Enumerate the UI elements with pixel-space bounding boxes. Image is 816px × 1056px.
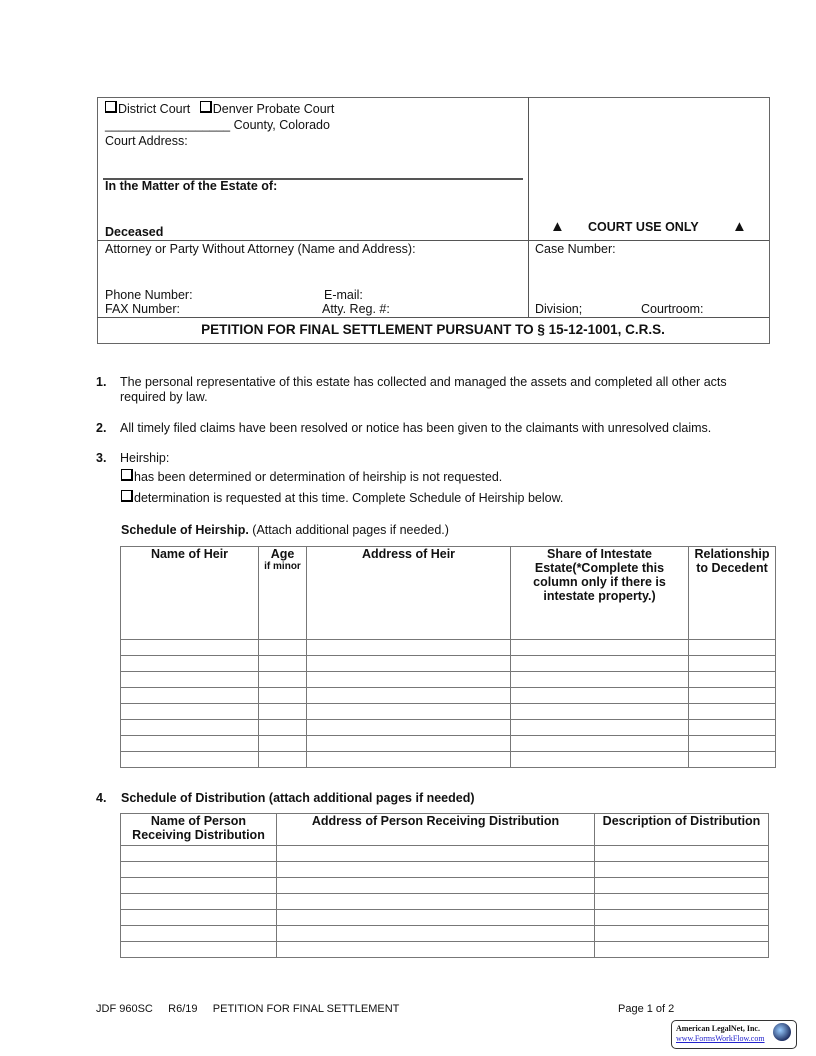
fax-label: FAX Number:	[105, 302, 181, 316]
header-recipient: Name of Person Receiving Distribution	[121, 814, 277, 846]
table-cell[interactable]	[277, 894, 595, 910]
table-cell[interactable]	[511, 656, 689, 672]
table-cell[interactable]	[121, 752, 259, 768]
item-number: 2.	[96, 421, 107, 435]
table-cell[interactable]	[307, 672, 511, 688]
table-cell[interactable]	[121, 894, 277, 910]
table-cell[interactable]	[307, 704, 511, 720]
if-minor-label: if minor	[264, 561, 301, 572]
table-row	[121, 752, 776, 768]
header-description: Description of Distribution	[595, 814, 769, 846]
item-number: 4.	[96, 791, 107, 805]
table-cell[interactable]	[511, 704, 689, 720]
email-label: E-mail:	[324, 288, 363, 302]
header-address: Address of Heir	[307, 547, 511, 640]
table-cell[interactable]	[259, 736, 307, 752]
heirship-requested-label: determination is requested at this time. Complete Schedule of Heirship below.	[134, 491, 564, 505]
table-row	[121, 704, 776, 720]
item-number: 1.	[96, 375, 107, 389]
table-cell[interactable]	[277, 846, 595, 862]
table-cell[interactable]	[595, 910, 769, 926]
table-cell[interactable]	[259, 672, 307, 688]
table-cell[interactable]	[307, 736, 511, 752]
item-2-text: All timely filed claims have been resolved or notice has been given to the claimants with unresolved claims.	[120, 421, 712, 435]
district-court-checkbox[interactable]	[105, 101, 117, 113]
table-cell[interactable]	[307, 688, 511, 704]
table-cell[interactable]	[121, 910, 277, 926]
denver-probate-checkbox[interactable]	[200, 101, 212, 113]
item-number: 3.	[96, 451, 107, 465]
attorney-label: Attorney or Party Without Attorney (Name and Address):	[105, 242, 416, 256]
table-cell[interactable]	[277, 926, 595, 942]
district-court-label: District Court	[118, 102, 191, 116]
table-row	[121, 720, 776, 736]
table-cell[interactable]	[121, 846, 277, 862]
table-cell[interactable]	[307, 640, 511, 656]
table-cell[interactable]	[277, 910, 595, 926]
heir-schedule-title: Schedule of Heirship.	[121, 523, 249, 537]
court-use-only: COURT USE ONLY	[588, 220, 699, 234]
table-cell[interactable]	[277, 942, 595, 958]
table-cell[interactable]	[121, 704, 259, 720]
table-cell[interactable]	[121, 640, 259, 656]
table-cell[interactable]	[689, 736, 776, 752]
court-address-label: Court Address:	[105, 134, 188, 148]
matter-label: In the Matter of the Estate of:	[105, 179, 278, 193]
table-cell[interactable]	[595, 894, 769, 910]
distribution-title: Schedule of Distribution (attach additional pages if needed)	[121, 791, 475, 805]
logo-name: American LegalNet, Inc.	[676, 1024, 760, 1033]
header-name: Name of Heir	[121, 547, 259, 640]
table-cell[interactable]	[259, 640, 307, 656]
header-share: Share of Intestate Estate(*Complete this column only if there is intestate property.)	[511, 547, 689, 640]
heirship-table	[120, 546, 776, 768]
table-cell[interactable]	[511, 640, 689, 656]
table-row	[121, 672, 776, 688]
table-cell[interactable]	[121, 736, 259, 752]
table-row	[121, 878, 769, 894]
table-cell[interactable]	[259, 752, 307, 768]
table-cell[interactable]	[307, 720, 511, 736]
heir-schedule-note: (Attach additional pages if needed.)	[248, 523, 449, 537]
distribution-table	[120, 813, 769, 958]
table-cell[interactable]	[689, 752, 776, 768]
item-3-text: Heirship:	[120, 451, 170, 465]
table-cell[interactable]	[511, 688, 689, 704]
globe-icon	[773, 1023, 791, 1041]
table-cell[interactable]	[259, 704, 307, 720]
table-cell[interactable]	[121, 926, 277, 942]
table-cell[interactable]	[511, 736, 689, 752]
table-cell[interactable]	[595, 942, 769, 958]
table-cell[interactable]	[121, 720, 259, 736]
table-cell[interactable]	[595, 926, 769, 942]
item-1-text-cont: required by law.	[120, 390, 208, 404]
table-cell[interactable]	[689, 704, 776, 720]
table-cell[interactable]	[121, 942, 277, 958]
heirship-determined-checkbox[interactable]	[121, 469, 133, 481]
table-row	[121, 910, 769, 926]
triangle-up-icon: ▲	[550, 218, 565, 235]
table-cell[interactable]	[259, 720, 307, 736]
american-legalnet-logo	[671, 1020, 797, 1049]
table-row	[121, 640, 776, 656]
table-cell[interactable]	[511, 720, 689, 736]
table-cell[interactable]	[511, 752, 689, 768]
table-cell[interactable]	[595, 878, 769, 894]
table-cell[interactable]	[259, 656, 307, 672]
table-cell[interactable]	[121, 878, 277, 894]
header-relationship: Relationship to Decedent	[689, 547, 776, 640]
atty-reg-label: Atty. Reg. #:	[322, 302, 390, 316]
table-cell[interactable]	[121, 862, 277, 878]
table-cell[interactable]	[121, 672, 259, 688]
table-row	[121, 656, 776, 672]
table-cell[interactable]	[121, 656, 259, 672]
division-label: Division;	[535, 302, 583, 316]
deceased-label: Deceased	[105, 225, 164, 239]
table-cell[interactable]	[689, 656, 776, 672]
page-number: Page 1 of 2	[618, 1003, 675, 1015]
table-row	[121, 862, 769, 878]
triangle-up-icon: ▲	[732, 218, 747, 235]
case-number-label: Case Number:	[535, 242, 616, 256]
table-cell[interactable]	[595, 846, 769, 862]
table-row	[121, 688, 776, 704]
table-cell[interactable]	[595, 862, 769, 878]
table-row	[121, 942, 769, 958]
form-footer: JDF 960SC R6/19 PETITION FOR FINAL SETTLEMENT	[96, 1003, 400, 1015]
table-cell[interactable]	[511, 672, 689, 688]
table-cell[interactable]	[689, 720, 776, 736]
table-cell[interactable]	[689, 688, 776, 704]
table-row	[121, 736, 776, 752]
table-cell[interactable]	[121, 688, 259, 704]
item-1-text: The personal representative of this estate has collected and managed the assets and completed all other acts	[120, 375, 727, 389]
table-cell[interactable]	[277, 878, 595, 894]
courtroom-label: Courtroom:	[641, 302, 704, 316]
logo-url[interactable]: www.FormsWorkFlow.com	[676, 1034, 765, 1043]
page-title: PETITION FOR FINAL SETTLEMENT PURSUANT TO § 15-12-1001, C.R.S.	[201, 322, 665, 337]
table-row	[121, 846, 769, 862]
heirship-requested-checkbox[interactable]	[121, 490, 133, 502]
table-cell[interactable]	[689, 672, 776, 688]
table-cell[interactable]	[277, 862, 595, 878]
denver-probate-label: Denver Probate Court	[212, 102, 335, 116]
heirship-determined-label: has been determined or determination of heirship is not requested.	[134, 470, 503, 484]
age-label: Age	[270, 547, 295, 561]
table-cell[interactable]	[689, 640, 776, 656]
table-cell[interactable]	[307, 656, 511, 672]
table-cell[interactable]	[307, 752, 511, 768]
header-recipient-address: Address of Person Receiving Distribution	[277, 814, 595, 846]
table-row	[121, 926, 769, 942]
county-line: __________________ County, Colorado	[105, 118, 330, 132]
table-row	[121, 894, 769, 910]
phone-label: Phone Number:	[105, 288, 193, 302]
table-cell[interactable]	[259, 688, 307, 704]
header-age	[259, 547, 307, 640]
